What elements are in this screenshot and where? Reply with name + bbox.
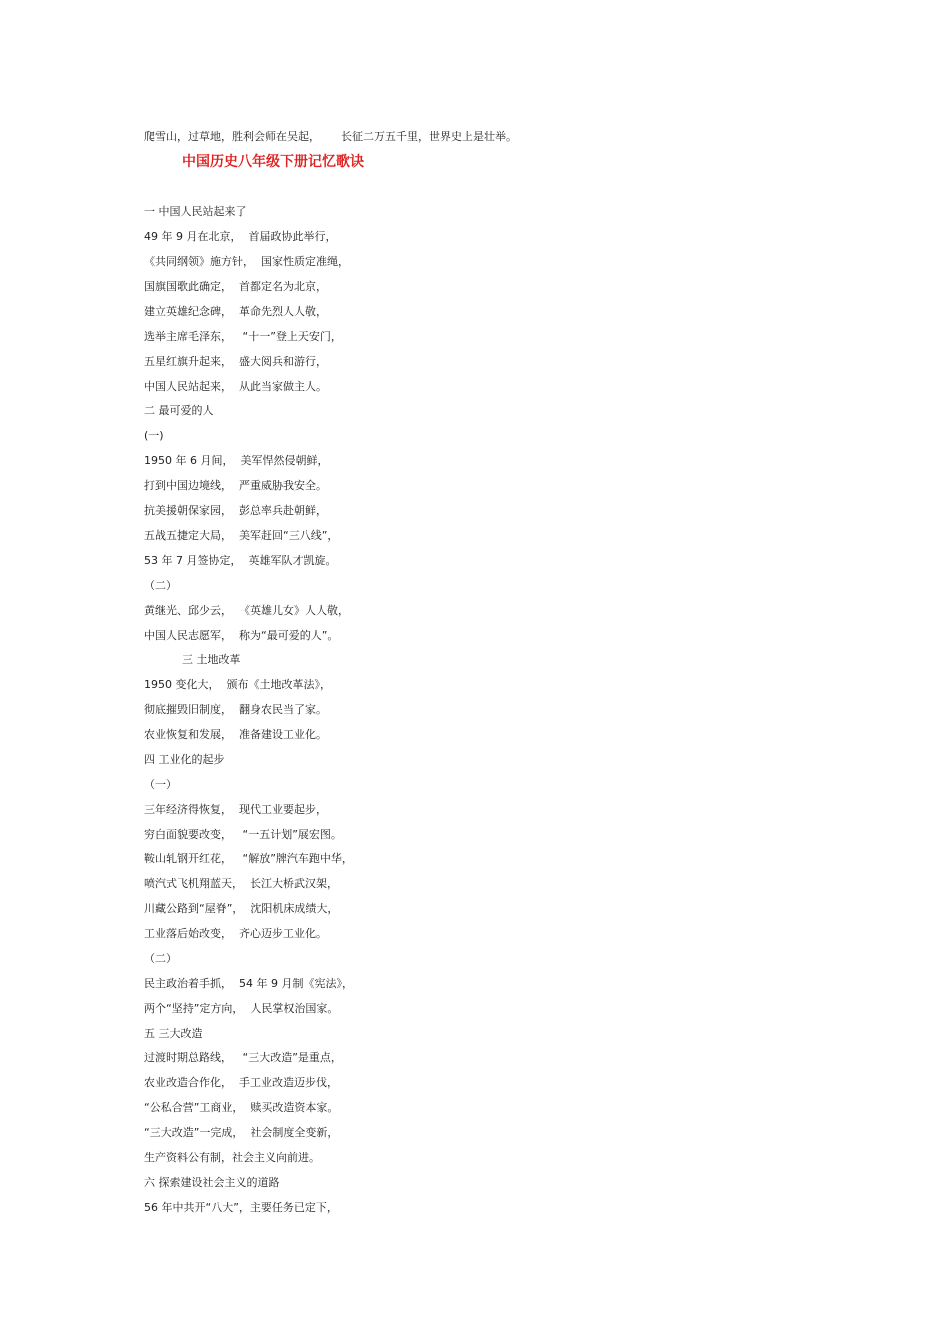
text-line: 《共同纲领》施方针， 国家性质定准绳， [144,255,349,268]
text-line: 川藏公路到“屋脊”， 沈阳机床成绩大， [144,902,339,915]
text-line: 国旗国歌此确定， 首都定名为北京， [144,280,327,293]
text-line: 抗美援朝保家园， 彭总率兵赴朝鲜， [144,504,327,517]
text-line: 49 年 9 月在北京， 首届政协此举行， [144,230,337,243]
text-line: 三年经济得恢复， 现代工业要起步， [144,803,327,816]
subsection-marker: （一） [144,778,177,791]
text-line: 彻底摧毁旧制度， 翻身农民当了家。 [144,703,327,716]
text-line: 1950 年 6 月间， 美军悍然侵朝鲜， [144,454,329,467]
text-line: 工业落后始改变， 齐心迈步工业化。 [144,927,327,940]
section-heading: 五 三大改造 [144,1027,203,1040]
top-line: 爬雪山，过草地，胜利会师在吴起， 长征二万五千里，世界史上是壮举。 [144,130,517,143]
text-line: 五星红旗升起来， 盛大阅兵和游行， [144,355,327,368]
section-heading: 三 土地改革 [182,653,241,666]
text-line: 过渡时期总路线， “三大改造”是重点， [144,1051,342,1064]
section-heading: 一 中国人民站起来了 [144,205,247,218]
text-line: 黄继光、邱少云， 《英雄儿女》人人敬， [144,604,349,617]
subsection-marker: （二） [144,952,177,965]
text-line: 打到中国边境线， 严重威胁我安全。 [144,479,327,492]
text-line: 53 年 7 月签协定， 英雄军队才凯旋。 [144,554,337,567]
text-line: “三大改造”一完成， 社会制度全变新， [144,1126,339,1139]
text-line: 民主政治着手抓， 54 年 9 月制《宪法》， [144,977,353,990]
text-line: 农业恢复和发展， 准备建设工业化。 [144,728,327,741]
section-heading: 六 探索建设社会主义的道路 [144,1176,280,1189]
text-line: 穷白面貌要改变， “一五计划”展宏图。 [144,828,342,841]
document-title: 中国历史八年级下册记忆歌诀 [182,154,364,170]
text-line: 农业改造合作化， 手工业改造迈步伐， [144,1076,338,1089]
text-line: 两个“坚持”定方向， 人民掌权治国家。 [144,1002,339,1015]
subsection-marker: (一) [144,429,164,442]
section-heading: 二 最可爱的人 [144,404,214,417]
text-line: 中国人民站起来， 从此当家做主人。 [144,380,327,393]
section-heading: 四 工业化的起步 [144,753,225,766]
text-line: 选举主席毛泽东， “十一”登上天安门， [144,330,342,343]
text-line: 中国人民志愿军， 称为“最可爱的人”。 [144,629,339,642]
text-line: 1950 变化大， 颁布《土地改革法》， [144,678,331,691]
text-line: “公私合营”工商业， 赎买改造资本家。 [144,1101,339,1114]
text-line: 生产资料公有制，社会主义向前进。 [144,1151,320,1164]
text-line: 喷汽式飞机翔蓝天， 长江大桥武汉架， [144,877,338,890]
text-line: 建立英雄纪念碑， 革命先烈人人敬， [144,305,327,318]
text-line: 五战五捷定大局， 美军赶回“三八线”， [144,529,339,542]
subsection-marker: （二） [144,579,177,592]
text-line: 56 年中共开“八大”，主要任务已定下， [144,1201,338,1214]
text-line: 鞍山轧钢开红花， “解放”牌汽车跑中华， [144,852,353,865]
